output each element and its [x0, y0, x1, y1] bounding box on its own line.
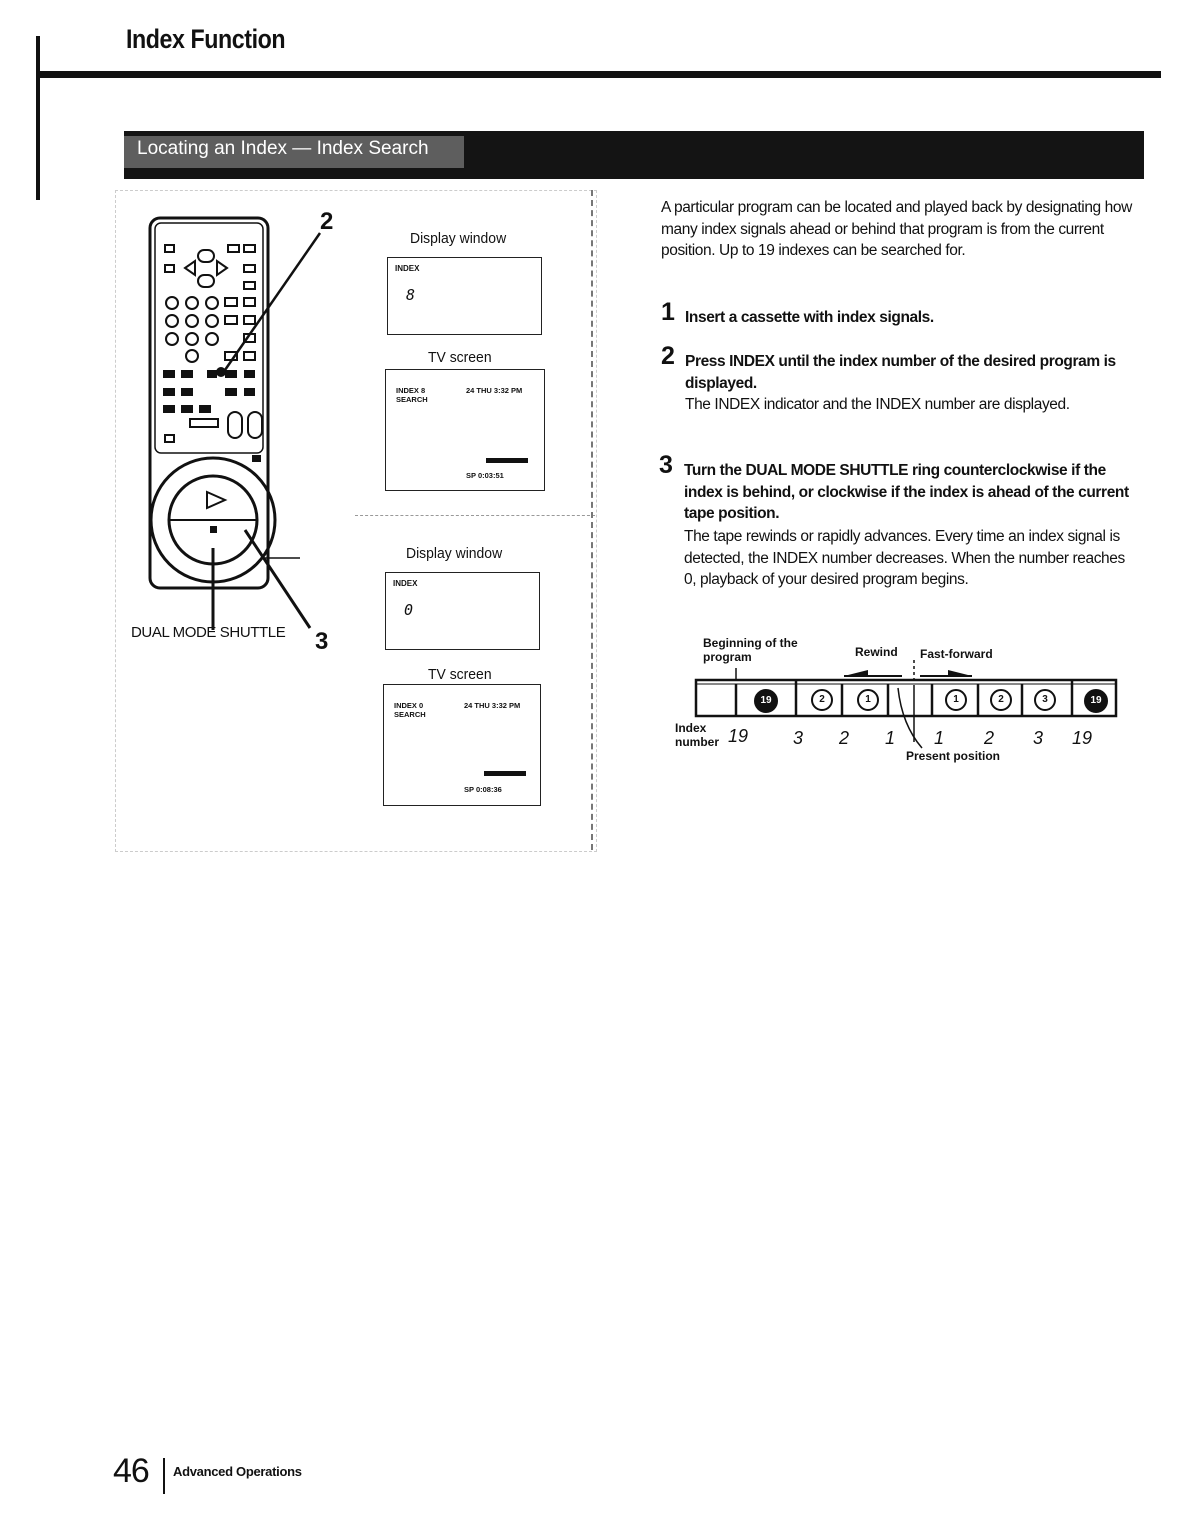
- index-mark: 1: [945, 689, 967, 711]
- index-mark: 2: [811, 689, 833, 711]
- index-mark: 3: [1034, 689, 1056, 711]
- tv-index-text: INDEX 0: [394, 701, 424, 710]
- tv-counter-text: SP 0:03:51: [466, 471, 504, 480]
- index-mark: 2: [990, 689, 1012, 711]
- tv-clock-text: 24 THU 3:32 PM: [464, 701, 521, 710]
- callout-2: 2: [320, 208, 334, 235]
- display-index-label: INDEX: [395, 264, 420, 273]
- index-number: 3: [1033, 728, 1044, 748]
- step-1-heading: Insert a cassette with index signals.: [685, 309, 934, 326]
- remote-control-illustration: [115, 190, 355, 670]
- page-title: Index Function: [126, 24, 286, 54]
- page-number: 46: [113, 1452, 149, 1490]
- step-2-body: The INDEX indicator and the INDEX number are displayed.: [685, 396, 1070, 413]
- step-1-number: 1: [661, 298, 675, 326]
- tv-screen-1: [385, 369, 545, 491]
- display-window-1: [387, 257, 542, 335]
- step-3-heading: Turn the DUAL MODE SHUTTLE ring counterclockwise if the index is behind, or clockwise if the index is ahead of the current tape position.: [684, 462, 1129, 522]
- intro-paragraph: A particular program can be located and played back by designating how many index signals ahead or behind that program is from the current position. Up to 19 indexes can be searched for.: [661, 199, 1132, 259]
- index-number: 1: [885, 728, 896, 748]
- display-index-value: 0: [404, 601, 414, 619]
- index-number: 1: [934, 728, 945, 748]
- tv-screen-caption: TV screen: [428, 349, 492, 366]
- tv-screen-caption: TV screen: [428, 666, 492, 683]
- tv-screen-2: [383, 684, 541, 806]
- index-mark: 19: [1084, 689, 1108, 713]
- index-number: 19: [728, 726, 749, 746]
- section-banner: [124, 131, 1144, 179]
- fast-forward-label: Fast-forward: [920, 647, 993, 661]
- index-number: 19: [1072, 728, 1093, 748]
- illustration-panel: [115, 190, 600, 855]
- step-3-number: 3: [659, 451, 673, 479]
- dual-mode-shuttle-label: DUAL MODE SHUTTLE: [131, 624, 286, 641]
- index-number: 2: [984, 728, 995, 748]
- index-numbers-row: [672, 726, 1142, 750]
- step-2-number: 2: [661, 342, 675, 370]
- tv-index-text: INDEX 8: [396, 386, 426, 395]
- index-number: 3: [793, 728, 804, 748]
- index-mark: 1: [857, 689, 879, 711]
- index-number: 2: [839, 728, 850, 748]
- title-rule: [36, 71, 1161, 78]
- display-index-label: INDEX: [393, 579, 418, 588]
- rewind-label: Rewind: [855, 645, 898, 659]
- display-index-value: 8: [406, 286, 416, 304]
- step-3-body: The tape rewinds or rapidly advances. Every time an index signal is detected, the INDEX number decreases. When the number reaches 0, playback of your desired program begins.: [684, 528, 1125, 588]
- index-mark: 19: [754, 689, 778, 713]
- footer-divider: [163, 1458, 165, 1494]
- display-window-2: [385, 572, 540, 650]
- tv-clock-text: 24 THU 3:32 PM: [466, 386, 523, 395]
- index-number-label: Index number: [675, 721, 720, 749]
- step-2-heading: Press INDEX until the index number of the desired program is displayed.: [685, 353, 1116, 392]
- tv-search-text: SEARCH: [396, 395, 428, 404]
- display-window-caption: Display window: [406, 545, 503, 562]
- tv-counter-text: SP 0:08:36: [464, 785, 502, 794]
- display-window-caption: Display window: [410, 230, 507, 247]
- tape-diagram: [672, 630, 1142, 780]
- left-margin-rule: [36, 36, 40, 200]
- callout-3: 3: [315, 628, 329, 655]
- beginning-label: Beginning of the program: [703, 636, 798, 664]
- present-position-label: Present position: [906, 749, 1001, 763]
- tv-search-text: SEARCH: [394, 710, 426, 719]
- section-heading: Locating an Index — Index Search: [137, 138, 429, 159]
- tape-segment-marks: [672, 686, 1142, 714]
- footer-section-name: Advanced Operations: [173, 1464, 302, 1479]
